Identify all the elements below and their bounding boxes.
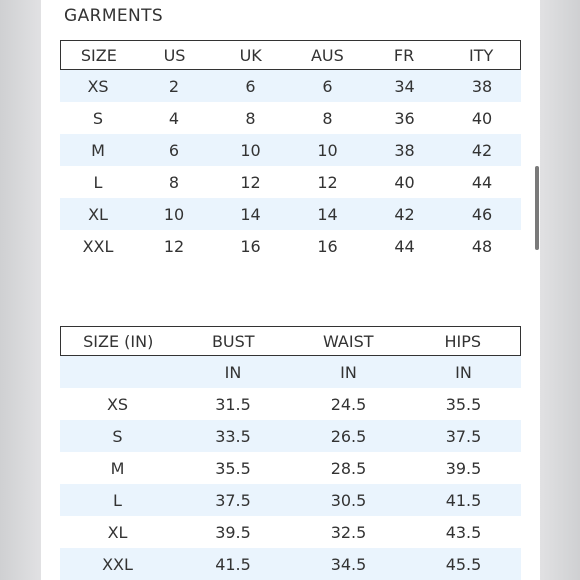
table-cell: XL <box>88 204 108 224</box>
left-backdrop <box>0 0 41 580</box>
table-cell: 32.5 <box>330 522 367 542</box>
table-row <box>60 166 521 198</box>
column-header-us: US <box>163 45 186 65</box>
measurements-table <box>60 326 521 580</box>
table-cell: 14 <box>240 204 261 224</box>
table-cell: 34.5 <box>330 554 367 574</box>
units-row <box>60 356 521 388</box>
table-header <box>60 326 521 356</box>
table-row <box>60 452 521 484</box>
table-row <box>60 102 521 134</box>
table-cell: 26.5 <box>330 426 367 446</box>
column-header-bust: BUST <box>211 331 255 351</box>
table-cell: 31.5 <box>215 394 251 414</box>
table-cell: 2 <box>168 76 180 96</box>
table-cell: 45.5 <box>445 554 482 574</box>
column-header-fr: FR <box>393 45 415 65</box>
table-row <box>60 484 521 516</box>
column-header-size-in: SIZE (IN) <box>83 331 154 351</box>
table-cell: 37.5 <box>215 490 251 510</box>
table-cell: 48 <box>471 236 493 256</box>
table-cell: M <box>91 140 105 160</box>
table-cell: 4 <box>168 108 180 128</box>
table-cell: L <box>93 172 103 192</box>
table-cell: 34 <box>394 76 415 96</box>
table-row <box>60 516 521 548</box>
table-cell: 14 <box>317 204 338 224</box>
table-cell: 43.5 <box>445 522 482 542</box>
table-cell: 12 <box>317 172 338 192</box>
table-cell: 35.5 <box>445 394 482 414</box>
table-cell: XS <box>106 394 129 414</box>
table-cell: 39.5 <box>215 522 251 542</box>
table-cell: 41.5 <box>215 554 251 574</box>
table-row <box>60 420 521 452</box>
table-cell: 42 <box>471 140 493 160</box>
table-cell: 44 <box>471 172 493 192</box>
table-cell: 16 <box>317 236 338 256</box>
table-cell: S <box>112 426 123 446</box>
table-header <box>60 40 521 70</box>
international-size-table <box>60 40 521 262</box>
table-row <box>60 134 521 166</box>
table-cell: L <box>113 490 122 510</box>
table-row <box>60 388 521 420</box>
table-cell: M <box>110 458 125 478</box>
table-cell: 44 <box>394 236 415 256</box>
table-cell: 12 <box>163 236 185 256</box>
column-header-hips: HIPS <box>444 331 482 351</box>
column-header-aus: AUS <box>310 45 344 65</box>
table-cell: 42 <box>394 204 415 224</box>
table-cell: 6 <box>245 76 256 96</box>
table-cell: 6 <box>322 76 333 96</box>
column-header-size: SIZE <box>80 45 117 65</box>
table-cell: 35.5 <box>215 458 251 478</box>
table-row <box>60 198 521 230</box>
table-cell: 37.5 <box>445 426 482 446</box>
size-chart-panel <box>41 0 540 580</box>
table-cell: 8 <box>322 108 333 128</box>
right-backdrop <box>540 0 580 580</box>
table-cell: 38 <box>394 140 415 160</box>
table-cell: 38 <box>471 76 493 96</box>
table-cell: 16 <box>240 236 261 256</box>
table-cell: 39.5 <box>445 458 482 478</box>
column-header-waist: WAIST <box>322 331 374 351</box>
table-row <box>60 548 521 580</box>
table-cell: XXL <box>102 554 133 574</box>
column-header-uk: UK <box>239 45 262 65</box>
table-cell: 8 <box>245 108 256 128</box>
table-cell: S <box>92 108 104 128</box>
table-cell: 28.5 <box>330 458 367 478</box>
table-cell: IN <box>455 362 472 382</box>
table-row <box>60 70 521 102</box>
table-cell: 10 <box>317 140 338 160</box>
table-cell: XL <box>107 522 128 542</box>
table-cell: 46 <box>471 204 493 224</box>
table-cell: 40 <box>471 108 493 128</box>
table-cell: 8 <box>168 172 180 192</box>
table-cell: 30.5 <box>330 490 367 510</box>
table-cell: 33.5 <box>215 426 251 446</box>
table-cell: IN <box>340 362 357 382</box>
table-cell: XS <box>87 76 109 96</box>
scrollbar-thumb[interactable] <box>535 166 539 250</box>
table-cell: 40 <box>394 172 415 192</box>
table-cell: 36 <box>394 108 415 128</box>
table-cell: 41.5 <box>445 490 482 510</box>
table-cell: 10 <box>163 204 185 224</box>
table-cell: 24.5 <box>330 394 367 414</box>
table-cell: XXL <box>82 236 114 256</box>
table-cell: 6 <box>168 140 180 160</box>
table-row <box>60 230 521 262</box>
table-cell: IN <box>224 362 242 382</box>
table-cell: 12 <box>240 172 261 192</box>
column-header-ity: ITY <box>469 45 494 65</box>
section-title: GARMENTS <box>64 6 164 26</box>
table-cell: 10 <box>240 140 261 160</box>
